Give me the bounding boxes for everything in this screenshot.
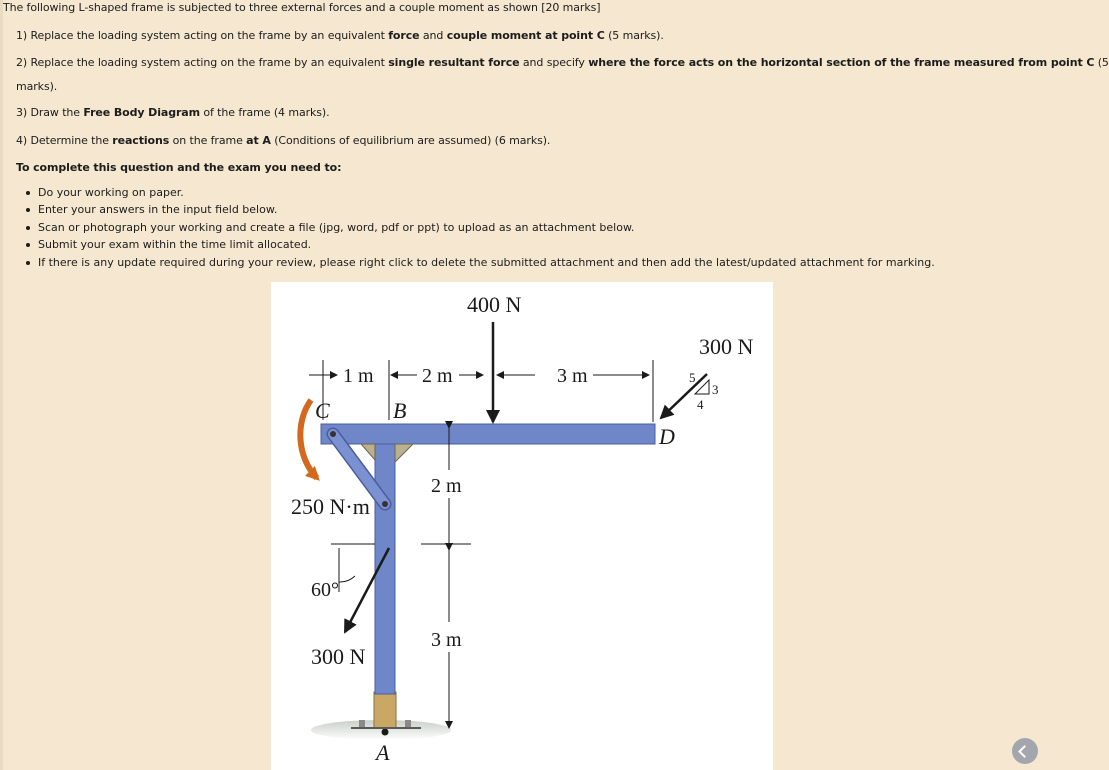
dim-1m: 1 m xyxy=(343,365,374,387)
dim-2m: 2 m xyxy=(422,365,453,387)
question-part-2-continued: marks). xyxy=(16,80,58,93)
slope-5: 5 xyxy=(689,370,696,385)
question-part-3: 3) Draw the Free Body Diagram of the frame (4 marks). xyxy=(16,106,330,119)
slope-3: 3 xyxy=(712,382,719,397)
base-block xyxy=(374,692,396,728)
dim-vert-3m: 3 m xyxy=(431,629,462,651)
instruction-item: Do your working on paper. xyxy=(26,186,935,203)
gusset-left xyxy=(361,444,375,460)
question-part-4: 4) Determine the reactions on the frame at A (Conditions of equilibrium are assumed) (6 marks). xyxy=(16,134,551,147)
gusset-right xyxy=(395,444,413,462)
label-a: A xyxy=(376,740,390,765)
slope-4: 4 xyxy=(697,397,704,412)
dim-3m: 3 m xyxy=(557,365,588,387)
scroll-back-button[interactable] xyxy=(1012,738,1038,764)
question-intro: The following L-shaped frame is subjected to three external forces and a couple moment as shown [20 marks] xyxy=(3,1,601,14)
moment-label: 250 N·m xyxy=(291,494,370,519)
label-c: C xyxy=(315,398,330,423)
label-d: D xyxy=(659,424,675,449)
question-part-1: 1) Replace the loading system acting on the frame by an equivalent force and couple moment at point C (5 marks). xyxy=(16,29,664,42)
frame-diagram xyxy=(271,282,773,770)
pin-a xyxy=(382,729,389,736)
instruction-item: If there is any update required during your review, please right click to delete the submitted attachment and then add the latest/updated attachment for marking. xyxy=(26,256,935,273)
instructions-heading: To complete this question and the exam you need to: xyxy=(16,161,342,174)
label-b: B xyxy=(393,398,407,423)
angle-label: 60° xyxy=(311,579,339,601)
question-part-2: 2) Replace the loading system acting on the frame by an equivalent single resultant force and specify where the force acts on the horizontal section of the frame measured from point C (5 xyxy=(16,56,1109,69)
horizontal-member xyxy=(321,424,655,444)
instruction-item: Scan or photograph your working and create a file (jpg, word, pdf or ppt) to upload as an attachment below. xyxy=(26,221,935,238)
force-400n-label: 400 N xyxy=(467,292,522,317)
instruction-item: Enter your answers in the input field below. xyxy=(26,203,935,220)
force-300n-left-label: 300 N xyxy=(311,644,366,669)
force-300n-right-label: 300 N xyxy=(699,334,754,359)
instruction-item: Submit your exam within the time limit allocated. xyxy=(26,238,935,255)
page-edge xyxy=(0,0,3,770)
instructions-list xyxy=(26,186,935,273)
dim-vert-2m: 2 m xyxy=(431,475,462,497)
